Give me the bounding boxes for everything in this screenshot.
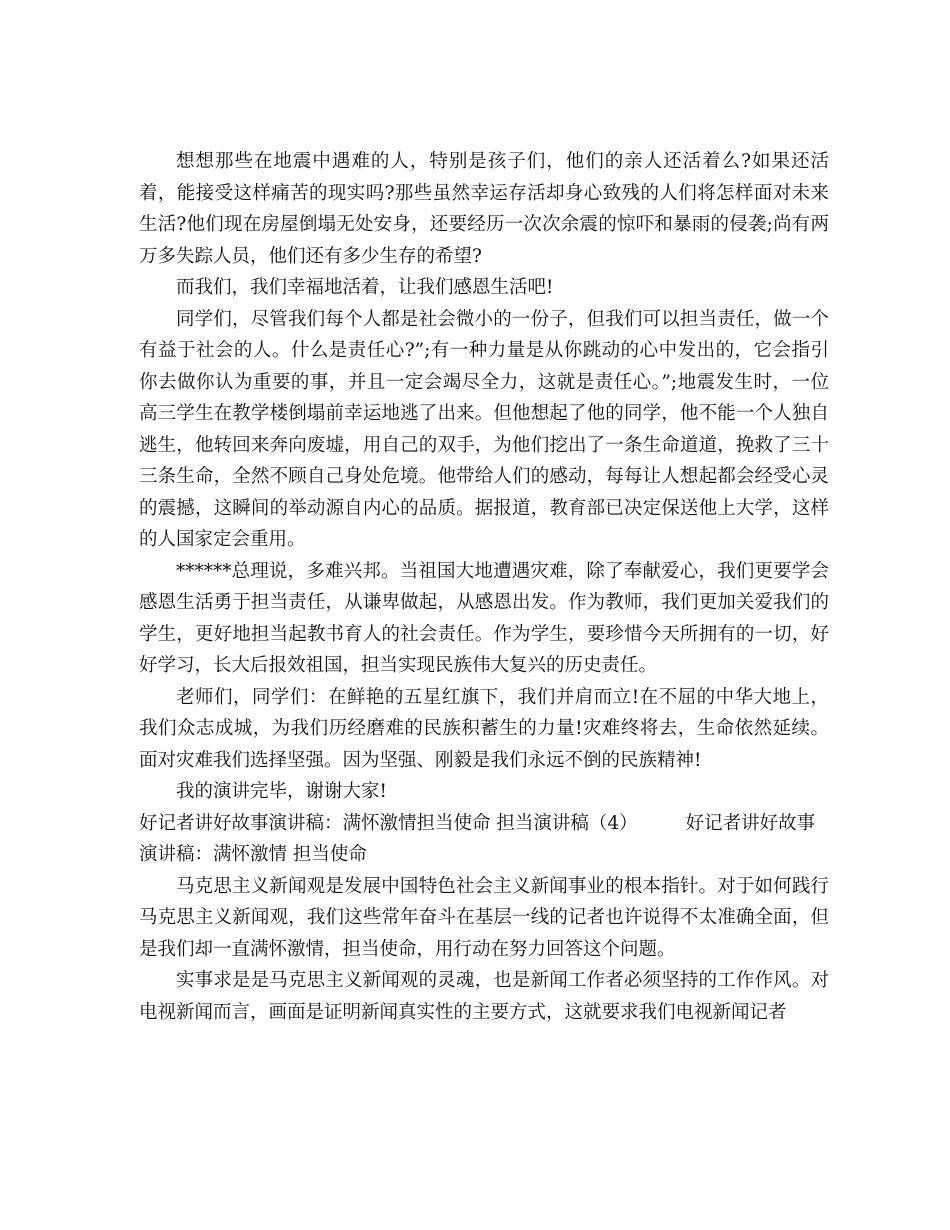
paragraph-premier-quote: ******总理说，多难兴邦。当祖国大地遭遇灾难，除了奉献爱心，我们更要学会感恩生活勇于担当责任，从谦卑做起，从感恩出发。作为教师，我们更加关爱我们的学生，更好地担当起教书育人的社会责任。作为学生，要珍惜今天所拥有的一切，好好学习，长大后报效祖国，担当实现民族伟大复兴的历史责任。 [139, 560, 829, 676]
paragraph-seek-truth: 实事求是是马克思主义新闻观的灵魂，也是新闻工作者必须坚持的工作作风。对电视新闻而言，画面是证明新闻真实性的主要方式，这就要求我们电视新闻记者 [139, 970, 829, 1023]
heading-part-1: 好记者讲好故事演讲稿：满怀激情担当使命 担当演讲稿（4） [139, 812, 638, 834]
section-heading [139, 808, 829, 871]
paragraph-gratitude: 而我们，我们幸福地活着，让我们感恩生活吧! [176, 277, 554, 298]
document-body [139, 146, 829, 1028]
paragraph-teachers-students: 老师们，同学们：在鲜艳的五星红旗下，我们并肩而立!在不屈的中华大地上，我们众志成城，为我们历经磨难的民族积蓄生的力量!灾难终将去，生命依然延续。面对灾难我们选择坚强。因为坚强、刚毅是我们永远不倒的民族精神! [139, 686, 829, 771]
heading-part-2: 好记者讲好故事演讲稿：满怀激情 担当使命 [139, 812, 816, 865]
paragraph-responsibility: 同学们，尽管我们每个人都是社会微小的一份子，但我们可以担当责任，做一个有益于社会的人。什么是责任心?”;有一种力量是从你跳动的心中发出的，它会指引你去做你认为重要的事，并且一定会竭尽全力，这就是责任心。”;地震发生时，一位高三学生在教学楼倒塌前幸运地逃了出来。但他想起了他的同学，他不能一个人独自逃生，他转回来奔向废墟，用自己的双手，为他们挖出了一条生命道道，挽救了三十三条生命，全然不顾自己身处危境。他带给人们的感动，每每让人想起都会经受心灵的震撼，这瞬间的举动源自内心的品质。据报道，教育部已决定保送他上大学，这样的人国家定会重用。 [139, 308, 829, 550]
paragraph-closing: 我的演讲完毕，谢谢大家! [176, 781, 387, 802]
paragraph-marxist-journalism: 马克思主义新闻观是发展中国特色社会主义新闻事业的根本指针。对于如何践行马克思主义新闻观，我们这些常年奋斗在基层一线的记者也许说得不太准确全面，但是我们却一直满怀激情，担当使命，用行动在努力回答这个问题。 [139, 875, 829, 960]
paragraph-earthquake-victims: 想想那些在地震中遇难的人，特别是孩子们，他们的亲人还活着么?如果还活着，能接受这样痛苦的现实吗?那些虽然幸运存活却身心致残的人们将怎样面对未来生活?他们现在房屋倒塌无处安身，还要经历一次次余震的惊吓和暴雨的侵袭;尚有两万多失踪人员，他们还有多少生存的希望? [139, 151, 829, 267]
